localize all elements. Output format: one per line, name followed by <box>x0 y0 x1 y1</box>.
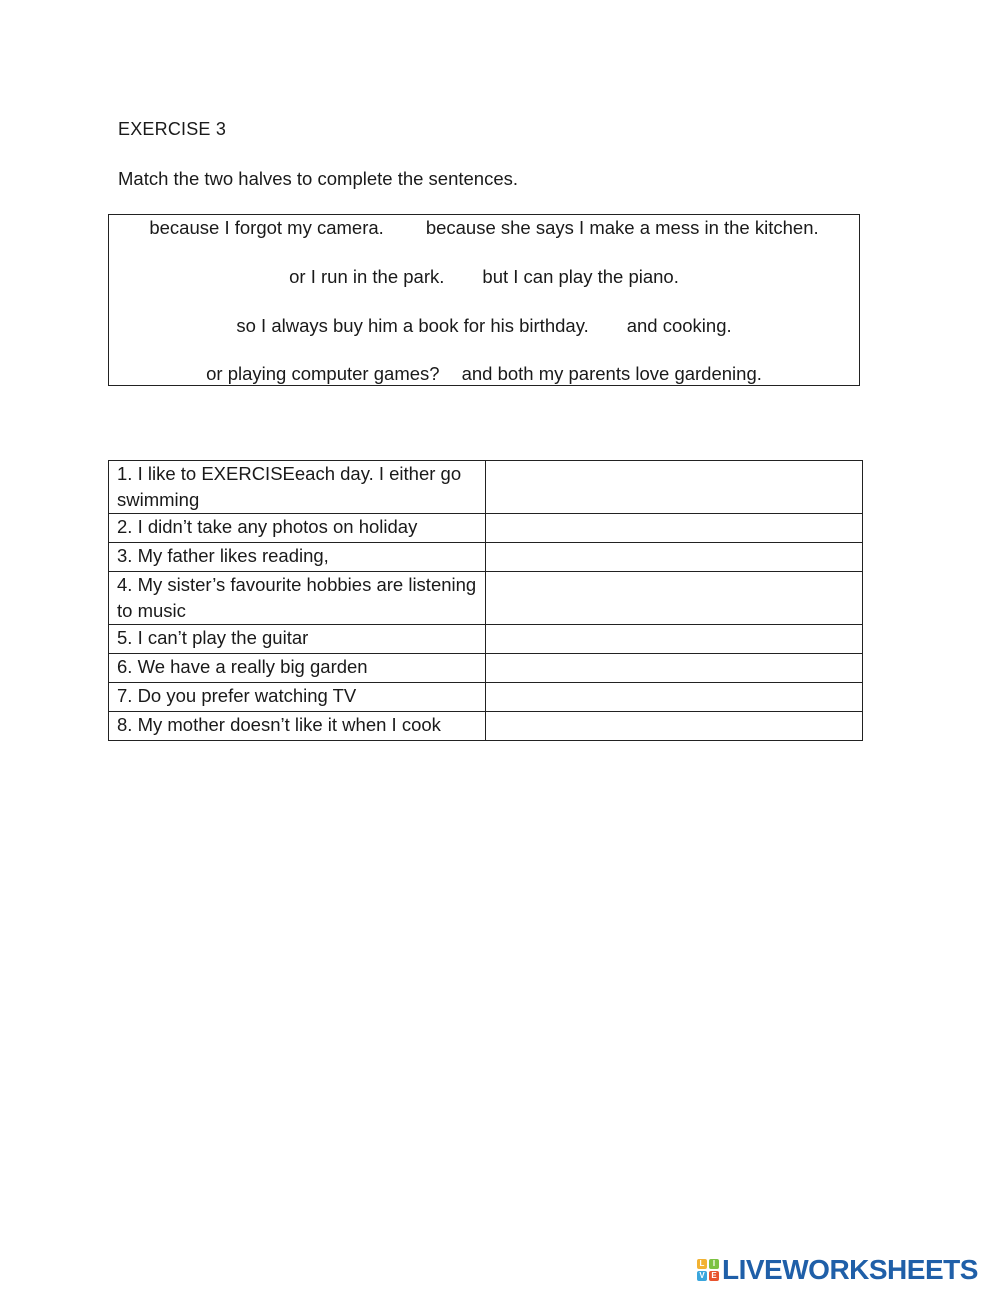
word-bank-phrase[interactable]: or I run in the park. <box>289 266 445 287</box>
answer-input[interactable] <box>486 543 866 571</box>
answer-input[interactable] <box>486 461 866 489</box>
sentence-start: 6. We have a really big garden <box>109 654 486 683</box>
word-bank <box>108 214 860 386</box>
matching-table <box>108 460 863 741</box>
word-bank-line <box>109 363 859 385</box>
logo-mark-letter: E <box>709 1271 719 1281</box>
answer-cell[interactable] <box>486 625 863 654</box>
logo-mark-letter: V <box>697 1271 707 1281</box>
answer-cell[interactable] <box>486 654 863 683</box>
answer-cell[interactable] <box>486 461 863 514</box>
table-row <box>109 625 863 654</box>
answer-cell[interactable] <box>486 683 863 712</box>
sentence-start: 5. I can’t play the guitar <box>109 625 486 654</box>
answer-input[interactable] <box>486 654 866 682</box>
table-row <box>109 514 863 543</box>
word-bank-phrase[interactable]: because I forgot my camera. <box>149 217 384 238</box>
word-bank-phrase[interactable]: so I always buy him a book for his birthday. <box>236 315 589 336</box>
exercise-title: EXERCISE 3 <box>118 119 227 139</box>
sentence-start: 7. Do you prefer watching TV <box>109 683 486 712</box>
table-row <box>109 654 863 683</box>
table-row <box>109 543 863 572</box>
word-bank-phrase[interactable]: or playing computer games? <box>206 363 440 384</box>
answer-input[interactable] <box>486 683 866 711</box>
table-row <box>109 572 863 625</box>
word-bank-phrase[interactable]: but I can play the piano. <box>482 266 679 287</box>
word-bank-line <box>109 266 859 288</box>
word-bank-phrase[interactable]: because she says I make a mess in the kitchen. <box>425 217 819 238</box>
instructions: Match the two halves to complete the sentences. <box>118 168 519 189</box>
answer-input[interactable] <box>486 712 866 740</box>
table-row <box>109 461 863 514</box>
word-bank-line <box>109 315 859 337</box>
sentence-start: 4. My sister’s favourite hobbies are listening to music <box>109 572 486 625</box>
sentence-start: 1. I like to EXERCISEeach day. I either go swimming <box>109 461 486 514</box>
answer-input[interactable] <box>486 625 866 653</box>
answer-input[interactable] <box>486 514 866 542</box>
sentence-start: 3. My father likes reading, <box>109 543 486 572</box>
table-row <box>109 683 863 712</box>
word-bank-line <box>109 217 859 239</box>
word-bank-phrase[interactable]: and cooking. <box>626 315 732 336</box>
answer-input[interactable] <box>486 572 866 600</box>
table-row <box>109 712 863 741</box>
sentence-start: 8. My mother doesn’t like it when I cook <box>109 712 486 741</box>
sentence-start: 2. I didn’t take any photos on holiday <box>109 514 486 543</box>
liveworksheets-logo[interactable] <box>697 1254 978 1286</box>
word-bank-phrase[interactable]: and both my parents love gardening. <box>461 363 762 384</box>
answer-cell[interactable] <box>486 572 863 625</box>
answer-cell[interactable] <box>486 543 863 572</box>
logo-mark-letter: I <box>709 1259 719 1269</box>
answer-cell[interactable] <box>486 712 863 741</box>
logo-mark-icon <box>697 1259 719 1281</box>
logo-mark-letter: L <box>697 1259 707 1269</box>
answer-cell[interactable] <box>486 514 863 543</box>
logo-text: LIVEWORKSHEETS <box>722 1254 978 1285</box>
